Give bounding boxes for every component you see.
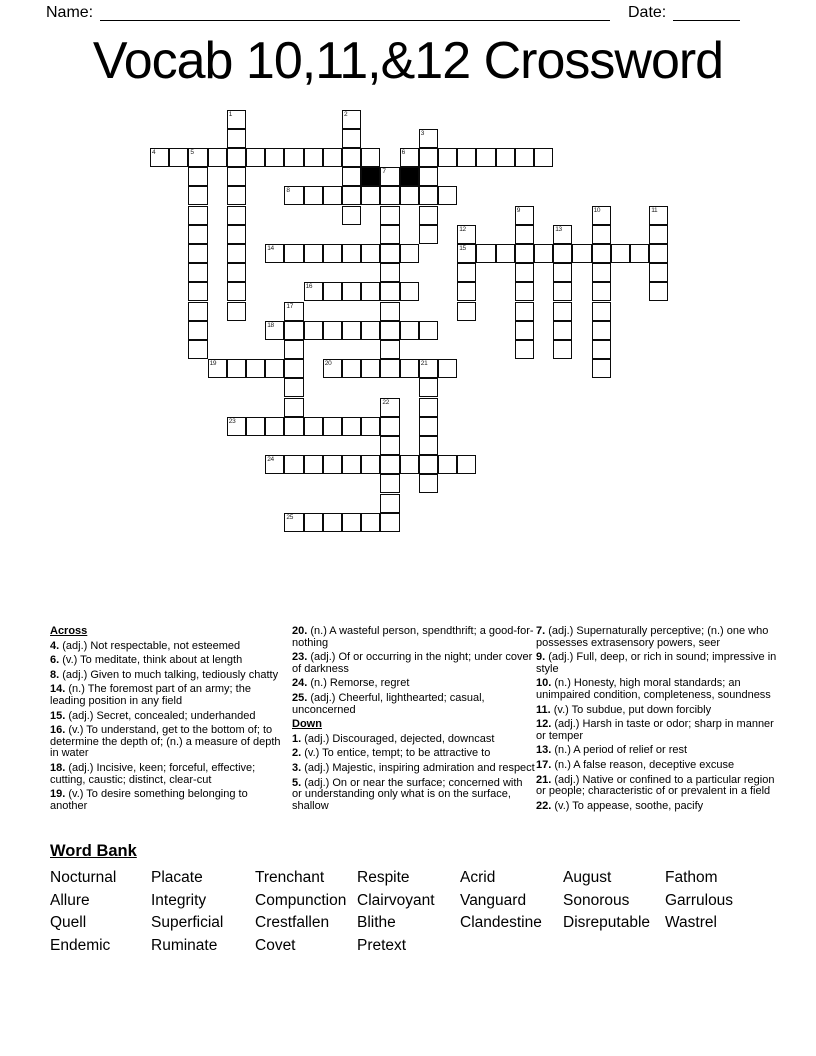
clue-item: 4. (adj.) Not respectable, not esteemed: [50, 639, 241, 652]
grid-cell[interactable]: [553, 340, 572, 359]
clue-item: 24. (n.) Remorse, regret: [292, 677, 410, 690]
grid-cell[interactable]: [419, 148, 438, 167]
grid-cell-number: 1: [228, 110, 233, 118]
grid-cell[interactable]: [227, 206, 246, 225]
clue-item: 22. (v.) To appease, soothe, pacify: [536, 799, 704, 812]
grid-cell[interactable]: [265, 244, 284, 263]
clue-number: 16.: [50, 724, 66, 737]
grid-cell[interactable]: [553, 282, 572, 301]
grid-cell[interactable]: [188, 302, 207, 321]
grid-cell[interactable]: [304, 513, 323, 532]
clues-across-heading: Across: [50, 625, 88, 637]
grid-cell[interactable]: [553, 225, 572, 244]
grid-cell-number: 5: [190, 148, 194, 156]
grid-cell[interactable]: [438, 148, 457, 167]
grid-cell[interactable]: [342, 417, 361, 436]
clue-item: 13. (n.) A period of relief or rest: [536, 744, 688, 757]
grid-cell-number: 10: [593, 206, 601, 214]
grid-cell-number: 11: [651, 206, 658, 214]
grid-cell[interactable]: [284, 340, 303, 359]
word-bank-word: Placate: [151, 869, 203, 886]
word-bank-word: Disreputable: [563, 914, 651, 932]
grid-cell[interactable]: [284, 359, 303, 378]
clue-number: 18.: [50, 761, 66, 774]
grid-cell[interactable]: [188, 167, 207, 186]
grid-cell[interactable]: [400, 321, 419, 340]
grid-cell[interactable]: [284, 302, 303, 321]
clue-number: 6.: [50, 654, 60, 667]
grid-cell[interactable]: [380, 206, 399, 225]
clue-number: 20.: [292, 625, 308, 637]
clue-item: 23. (adj.) Of or occurring in the night; under cover of darkness: [292, 651, 533, 675]
clue-item: 10. (n.) Honesty, high moral standards; an unimpaired condition, completeness, soundness: [536, 677, 771, 701]
grid-cell-number: 16: [305, 283, 313, 291]
grid-cell[interactable]: [592, 244, 611, 263]
grid-cell[interactable]: [476, 244, 495, 263]
clue-number: 11.: [536, 703, 551, 716]
grid-cell[interactable]: [227, 167, 246, 186]
word-bank-empty: [460, 935, 563, 958]
grid-cell-number: 19: [209, 360, 217, 368]
grid-cell[interactable]: [380, 455, 399, 474]
grid-cell[interactable]: [265, 359, 284, 378]
page-title: Vocab 10,11,&12 Crossword: [92, 32, 724, 90]
grid-cell[interactable]: [592, 321, 611, 340]
grid-cell[interactable]: [457, 263, 476, 282]
grid-cell[interactable]: [380, 282, 399, 301]
grid-cell[interactable]: [649, 225, 668, 244]
grid-cell[interactable]: [188, 148, 207, 167]
grid-cell[interactable]: [496, 148, 515, 167]
grid-cell[interactable]: [380, 359, 399, 378]
grid-cell[interactable]: [649, 244, 668, 263]
grid-cell[interactable]: [515, 225, 534, 244]
word-bank-word: Nocturnal: [50, 869, 117, 886]
clue-item: 25. (adj.) Cheerful, lighthearted; casual, unconcerned: [292, 691, 485, 716]
grid-cell[interactable]: [265, 321, 284, 340]
grid-cell[interactable]: [323, 455, 342, 474]
grid-cell[interactable]: [265, 417, 284, 436]
grid-cell[interactable]: [342, 110, 361, 129]
grid-cell[interactable]: [438, 455, 457, 474]
grid-cell[interactable]: [400, 282, 419, 301]
word-bank-word: Vanguard: [460, 891, 527, 909]
grid-cell[interactable]: [342, 244, 361, 263]
grid-cell[interactable]: [457, 225, 476, 244]
grid-cell[interactable]: [400, 455, 419, 474]
grid-cell[interactable]: [592, 359, 611, 378]
word-bank-empty: [665, 935, 765, 958]
date-label: Date:: [628, 4, 667, 21]
grid-cell[interactable]: [419, 436, 438, 455]
grid-cell[interactable]: [188, 263, 207, 282]
clue-number: 8.: [50, 668, 60, 681]
grid-cell-number: 7: [382, 168, 386, 176]
grid-cell[interactable]: [208, 359, 227, 378]
clue-number: 24.: [292, 677, 308, 690]
word-bank-grid: [50, 867, 770, 957]
grid-cell[interactable]: [361, 148, 380, 167]
grid-cell[interactable]: [284, 244, 303, 263]
word-bank-word: Fathom: [665, 869, 718, 886]
grid-cell[interactable]: [419, 206, 438, 225]
grid-cell[interactable]: [150, 148, 169, 167]
grid-cell[interactable]: [572, 244, 591, 263]
grid-cell[interactable]: [361, 186, 380, 205]
grid-cell-number: 23: [228, 417, 236, 425]
word-bank-word: Integrity: [151, 891, 207, 909]
clue-item: 12. (adj.) Harsh in taste or odor; sharp in manner or temper: [536, 718, 774, 742]
grid-cell[interactable]: [553, 263, 572, 282]
clue-item: 16. (v.) To understand, get to the bottom of; to determine the depth of; (n.) a measure of depth in water: [50, 724, 281, 760]
grid-cell[interactable]: [380, 417, 399, 436]
grid-cell[interactable]: [361, 282, 380, 301]
grid-cell[interactable]: [304, 148, 323, 167]
clue-item: 17. (n.) A false reason, deceptive excuse: [536, 758, 735, 771]
clue-number: 25.: [292, 691, 308, 704]
grid-cell-number: 22: [382, 398, 390, 406]
clue-number: 4.: [50, 639, 60, 652]
word-bank-word: Ruminate: [151, 936, 218, 954]
word-bank-word: Compunction: [255, 891, 347, 909]
grid-cell[interactable]: [400, 359, 419, 378]
grid-cell-number: 6: [401, 148, 405, 156]
clue-item: 15. (adj.) Secret, concealed; underhanded: [50, 709, 256, 722]
grid-cell[interactable]: [438, 186, 457, 205]
grid-cell[interactable]: [419, 417, 438, 436]
clue-number: 9.: [536, 651, 546, 664]
grid-cell[interactable]: [380, 340, 399, 359]
word-bank-word: Acrid: [460, 869, 496, 886]
grid-cell[interactable]: [361, 321, 380, 340]
grid-cell[interactable]: [400, 186, 419, 205]
clue-number: 15.: [50, 709, 66, 722]
grid-cell[interactable]: [284, 417, 303, 436]
clue-number: 23.: [292, 651, 308, 664]
grid-cell[interactable]: [553, 244, 572, 263]
grid-cell[interactable]: [419, 225, 438, 244]
clue-number: 17.: [536, 758, 552, 771]
grid-cell[interactable]: [515, 282, 534, 301]
grid-cell[interactable]: [380, 436, 399, 455]
grid-cell[interactable]: [515, 148, 534, 167]
grid-cell[interactable]: [323, 282, 342, 301]
clue-number: 7.: [536, 625, 546, 637]
grid-cell[interactable]: [419, 167, 438, 186]
clue-number: 19.: [50, 788, 66, 801]
grid-cell[interactable]: [380, 302, 399, 321]
grid-cell-number: 13: [555, 225, 562, 233]
grid-cell[interactable]: [380, 398, 399, 417]
clue-item: 20. (n.) A wasteful person, spendthrift; a good-for-nothing: [292, 625, 534, 649]
grid-cell[interactable]: [284, 148, 303, 167]
grid-cell[interactable]: [304, 282, 323, 301]
grid-cell[interactable]: [227, 110, 246, 129]
grid-cell[interactable]: [553, 321, 572, 340]
grid-cell[interactable]: [227, 225, 246, 244]
grid-cell-number: 8: [286, 187, 290, 195]
grid-cell[interactable]: [496, 244, 515, 263]
grid-cell[interactable]: [515, 302, 534, 321]
grid-cell-number: 2: [344, 110, 348, 118]
grid-cell[interactable]: [323, 186, 342, 205]
grid-cell[interactable]: [419, 455, 438, 474]
grid-cell-number: 15: [459, 244, 466, 252]
clue-item: 5. (adj.) On or near the surface; concerned with or understanding only what is on the surface, shallow: [292, 776, 523, 812]
word-bank-word: Clairvoyant: [357, 891, 435, 909]
grid-cell[interactable]: [534, 148, 553, 167]
grid-cell[interactable]: [592, 263, 611, 282]
grid-cell[interactable]: [592, 340, 611, 359]
grid-cell[interactable]: [592, 206, 611, 225]
word-bank-word: Clandestine: [460, 914, 542, 932]
word-bank-word: August: [563, 869, 612, 886]
word-bank-heading: Word Bank: [50, 842, 137, 860]
grid-cell-number: 4: [152, 148, 156, 156]
clue-item: 6. (v.) To meditate, think about at length: [50, 654, 243, 667]
grid-cell[interactable]: [284, 378, 303, 397]
grid-cell[interactable]: [284, 321, 303, 340]
grid-cell[interactable]: [515, 321, 534, 340]
word-bank-word: Blithe: [357, 914, 396, 932]
clue-number: 10.: [536, 677, 552, 690]
grid-cell-number: 12: [459, 225, 466, 233]
grid-black-cell: [361, 167, 380, 186]
grid-cell[interactable]: [284, 513, 303, 532]
grid-cell[interactable]: [342, 186, 361, 205]
grid-cell[interactable]: [323, 321, 342, 340]
grid-cell[interactable]: [380, 263, 399, 282]
grid-cell[interactable]: [361, 417, 380, 436]
word-bank-word: Pretext: [357, 936, 407, 954]
grid-cell[interactable]: [419, 398, 438, 417]
clues-column-2: [292, 626, 535, 815]
grid-cell[interactable]: [611, 244, 630, 263]
clue-number: 22.: [536, 799, 552, 812]
grid-cell[interactable]: [342, 455, 361, 474]
grid-cell-number: 18: [267, 321, 274, 329]
grid-cell[interactable]: [323, 359, 342, 378]
grid-cell[interactable]: [188, 244, 207, 263]
clue-number: 2.: [292, 747, 302, 760]
grid-cell[interactable]: [342, 359, 361, 378]
clue-item: 9. (adj.) Full, deep, or rich in sound; impressive in style: [536, 651, 777, 675]
clues-down-heading: Down: [292, 718, 322, 731]
word-bank-word: Allure: [50, 891, 90, 909]
grid-cell-number: 9: [516, 206, 521, 214]
grid-cell[interactable]: [380, 474, 399, 493]
grid-cell[interactable]: [361, 513, 380, 532]
grid-cell[interactable]: [304, 186, 323, 205]
grid-cell[interactable]: [361, 455, 380, 474]
grid-cell[interactable]: [323, 417, 342, 436]
grid-cell[interactable]: [284, 186, 303, 205]
grid-cell[interactable]: [553, 302, 572, 321]
grid-cell[interactable]: [592, 225, 611, 244]
clues-column-1: [50, 626, 288, 815]
grid-cell[interactable]: [284, 398, 303, 417]
grid-cell[interactable]: [227, 186, 246, 205]
grid-cell[interactable]: [380, 167, 399, 186]
clue-number: 12.: [536, 718, 552, 731]
clue-item: 19. (v.) To desire something belonging to another: [50, 788, 248, 812]
grid-cell[interactable]: [188, 206, 207, 225]
clue-item: 18. (adj.) Incisive, keen; forceful, effective; cutting, caustic; distinct, clear-cut: [50, 761, 256, 786]
clue-number: 3.: [292, 761, 302, 774]
grid-cell[interactable]: [227, 244, 246, 263]
grid-cell-number: 24: [267, 456, 274, 464]
grid-cell[interactable]: [649, 263, 668, 282]
grid-cell[interactable]: [265, 455, 284, 474]
clue-item: 7. (adj.) Supernaturally perceptive; (n.) one who possesses extrasensory powers, seer: [536, 625, 769, 649]
word-bank-word: Covet: [255, 936, 296, 954]
grid-cell[interactable]: [380, 494, 399, 513]
word-bank-word: Crestfallen: [255, 914, 330, 932]
word-bank-word: Wastrel: [665, 914, 717, 932]
grid-cell-number: 20: [324, 360, 332, 368]
word-bank-word: Respite: [357, 869, 410, 886]
grid-cell[interactable]: [419, 321, 438, 340]
grid-cell[interactable]: [342, 206, 361, 225]
grid-cell[interactable]: [227, 129, 246, 148]
grid-cell[interactable]: [400, 244, 419, 263]
grid-cell[interactable]: [246, 417, 265, 436]
word-bank-word: Garrulous: [665, 891, 734, 909]
grid-cell[interactable]: [323, 513, 342, 532]
grid-cell[interactable]: [630, 244, 649, 263]
grid-cell-number: 21: [420, 360, 428, 368]
grid-cell[interactable]: [419, 378, 438, 397]
grid-cell[interactable]: [380, 513, 399, 532]
grid-cell[interactable]: [515, 206, 534, 225]
clues-column-3: [536, 626, 784, 815]
word-bank-empty: [563, 935, 665, 958]
grid-cell[interactable]: [342, 513, 361, 532]
grid-cell[interactable]: [515, 340, 534, 359]
grid-cell[interactable]: [515, 244, 534, 263]
grid-cell[interactable]: [419, 359, 438, 378]
grid-cell[interactable]: [188, 186, 207, 205]
grid-cell[interactable]: [227, 263, 246, 282]
grid-cell[interactable]: [265, 148, 284, 167]
grid-cell-number: 3: [420, 129, 425, 137]
grid-cell[interactable]: [323, 148, 342, 167]
word-bank-word: Superficial: [151, 914, 224, 932]
grid-cell[interactable]: [284, 455, 303, 474]
grid-cell[interactable]: [246, 148, 265, 167]
grid-cell[interactable]: [380, 225, 399, 244]
grid-cell[interactable]: [246, 359, 265, 378]
clue-item: 1. (adj.) Discouraged, dejected, downcast: [292, 732, 495, 745]
grid-cell[interactable]: [457, 302, 476, 321]
grid-cell[interactable]: [188, 282, 207, 301]
name-label: Name:: [46, 4, 94, 21]
grid-cell[interactable]: [227, 282, 246, 301]
grid-cell[interactable]: [649, 206, 668, 225]
clue-item: 14. (n.) The foremost part of an army; the leading position in any field: [50, 683, 251, 707]
clue-number: 13.: [536, 744, 552, 757]
grid-cell[interactable]: [342, 148, 361, 167]
word-bank-word: Quell: [50, 914, 87, 932]
word-bank: [50, 841, 770, 957]
grid-cell[interactable]: [438, 359, 457, 378]
grid-cell[interactable]: [400, 148, 419, 167]
grid-cell-number: 14: [267, 244, 274, 252]
grid-cell[interactable]: [208, 148, 227, 167]
grid-cell[interactable]: [227, 302, 246, 321]
clue-number: 14.: [50, 683, 66, 696]
grid-cell[interactable]: [534, 244, 553, 263]
grid-cell[interactable]: [304, 417, 323, 436]
grid-cell[interactable]: [457, 282, 476, 301]
word-bank-word: Sonorous: [563, 891, 630, 909]
grid-cell[interactable]: [342, 167, 361, 186]
grid-cell[interactable]: [227, 417, 246, 436]
word-bank-word: Trenchant: [255, 869, 325, 886]
grid-cell[interactable]: [227, 148, 246, 167]
grid-cell[interactable]: [188, 225, 207, 244]
grid-cell[interactable]: [188, 321, 207, 340]
grid-cell[interactable]: [380, 186, 399, 205]
grid-black-cell: [400, 167, 419, 186]
grid-cell[interactable]: [592, 302, 611, 321]
grid-cell[interactable]: [304, 455, 323, 474]
grid-cell[interactable]: [457, 148, 476, 167]
grid-cell[interactable]: [169, 148, 188, 167]
grid-cell[interactable]: [457, 244, 476, 263]
clue-number: 1.: [292, 732, 302, 745]
clue-item: 2. (v.) To entice, tempt; to be attractive to: [292, 747, 491, 760]
grid-cell[interactable]: [380, 321, 399, 340]
grid-cell[interactable]: [419, 129, 438, 148]
grid-cell[interactable]: [323, 244, 342, 263]
grid-cell[interactable]: [188, 340, 207, 359]
grid-cell[interactable]: [227, 359, 246, 378]
grid-cell[interactable]: [361, 244, 380, 263]
clue-item: 21. (adj.) Native or confined to a particular region or people; characteristic of or prevalent in a field: [536, 773, 775, 798]
grid-cell[interactable]: [515, 263, 534, 282]
grid-cell[interactable]: [342, 321, 361, 340]
grid-cell-number: 25: [286, 513, 294, 521]
grid-cell-number: 17: [286, 302, 294, 310]
grid-cell[interactable]: [361, 359, 380, 378]
word-bank-word: Endemic: [50, 936, 111, 954]
grid-cell[interactable]: [304, 244, 323, 263]
grid-cell[interactable]: [592, 282, 611, 301]
grid-cell[interactable]: [342, 129, 361, 148]
grid-cell[interactable]: [649, 282, 668, 301]
grid-cell[interactable]: [380, 244, 399, 263]
clue-item: 11. (v.) To subdue, put down forcibly: [536, 703, 712, 716]
clue-number: 21.: [536, 773, 552, 786]
grid-cell[interactable]: [304, 321, 323, 340]
grid-cell[interactable]: [342, 282, 361, 301]
grid-cell[interactable]: [419, 186, 438, 205]
clue-item: 3. (adj.) Majestic, inspiring admiration and respect: [292, 761, 535, 774]
grid-cell[interactable]: [457, 455, 476, 474]
clue-number: 5.: [292, 776, 302, 789]
clue-item: 8. (adj.) Given to much talking, tediously chatty: [50, 668, 279, 681]
grid-cell[interactable]: [476, 148, 495, 167]
grid-cell[interactable]: [419, 474, 438, 493]
